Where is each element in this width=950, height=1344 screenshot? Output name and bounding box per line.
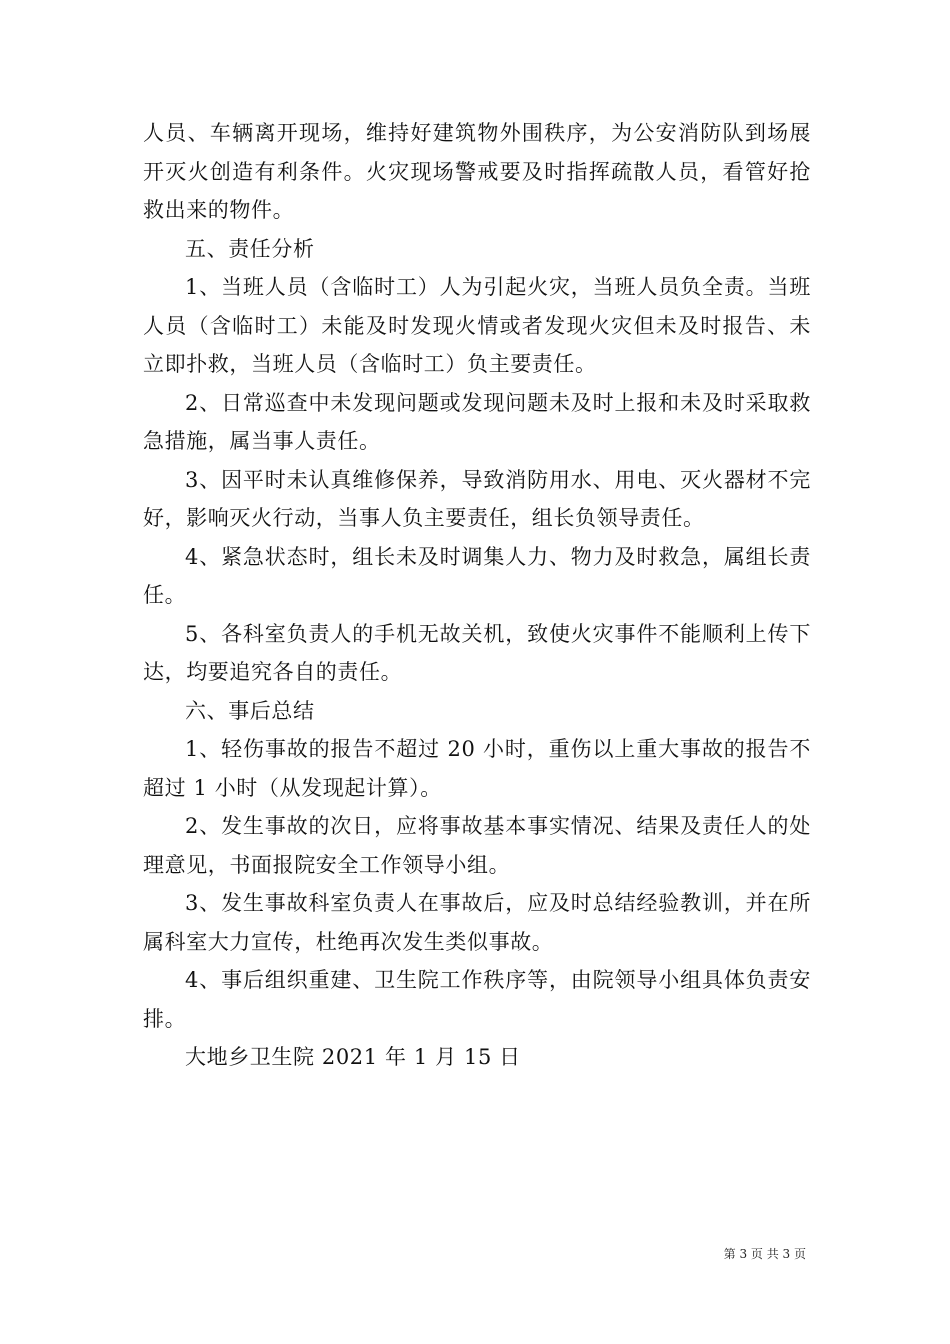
section-heading-summary: 六、事后总结 xyxy=(185,698,315,723)
document-body xyxy=(143,114,811,1077)
paragraph-responsibility-2: 2、日常巡查中未发现问题或发现问题未及时上报和未及时采取救急措施，属当事人责任。 xyxy=(143,390,811,453)
paragraph-summary-2: 2、发生事故的次日，应将事故基本事实情况、结果及责任人的处理意见，书面报院安全工作领导小组。 xyxy=(143,814,811,877)
section-heading-responsibility: 五、责任分析 xyxy=(185,236,315,261)
page-number-footer: 第 3 页 共 3 页 xyxy=(723,1247,806,1261)
signature-date-line: 大地乡卫生院 2021 年 1 月 15 日 xyxy=(185,1045,521,1069)
paragraph-responsibility-1: 1、当班人员（含临时工）人为引起火灾，当班人员负全责。当班人员（含临时工）未能及时发现火情或者发现火灾但未及时报告、未立即扑救，当班人员（含临时工）负主要责任。 xyxy=(143,275,811,376)
paragraph-continuation: 人员、车辆离开现场，维持好建筑物外围秩序，为公安消防队到场展开灭火创造有利条件。火灾现场警戒要及时指挥疏散人员，看管好抢救出来的物件。 xyxy=(143,121,811,222)
paragraph-summary-1: 1、轻伤事故的报告不超过 20 小时，重伤以上重大事故的报告不超过 1 小时（从发现起计算）。 xyxy=(143,737,811,800)
paragraph-responsibility-3: 3、因平时未认真维修保养，导致消防用水、用电、灭火器材不完好，影响灭火行动，当事人负主要责任，组长负领导责任。 xyxy=(143,467,811,530)
paragraph-summary-4: 4、事后组织重建、卫生院工作秩序等，由院领导小组具体负责安排。 xyxy=(143,968,811,1031)
paragraph-responsibility-4: 4、紧急状态时，组长未及时调集人力、物力及时救急，属组长责任。 xyxy=(143,544,811,607)
paragraph-summary-3: 3、发生事故科室负责人在事故后，应及时总结经验教训，并在所属科室大力宣传，杜绝再次发生类似事故。 xyxy=(143,891,811,954)
paragraph-responsibility-5: 5、各科室负责人的手机无故关机，致使火灾事件不能顺利上传下达，均要追究各自的责任。 xyxy=(143,621,811,684)
